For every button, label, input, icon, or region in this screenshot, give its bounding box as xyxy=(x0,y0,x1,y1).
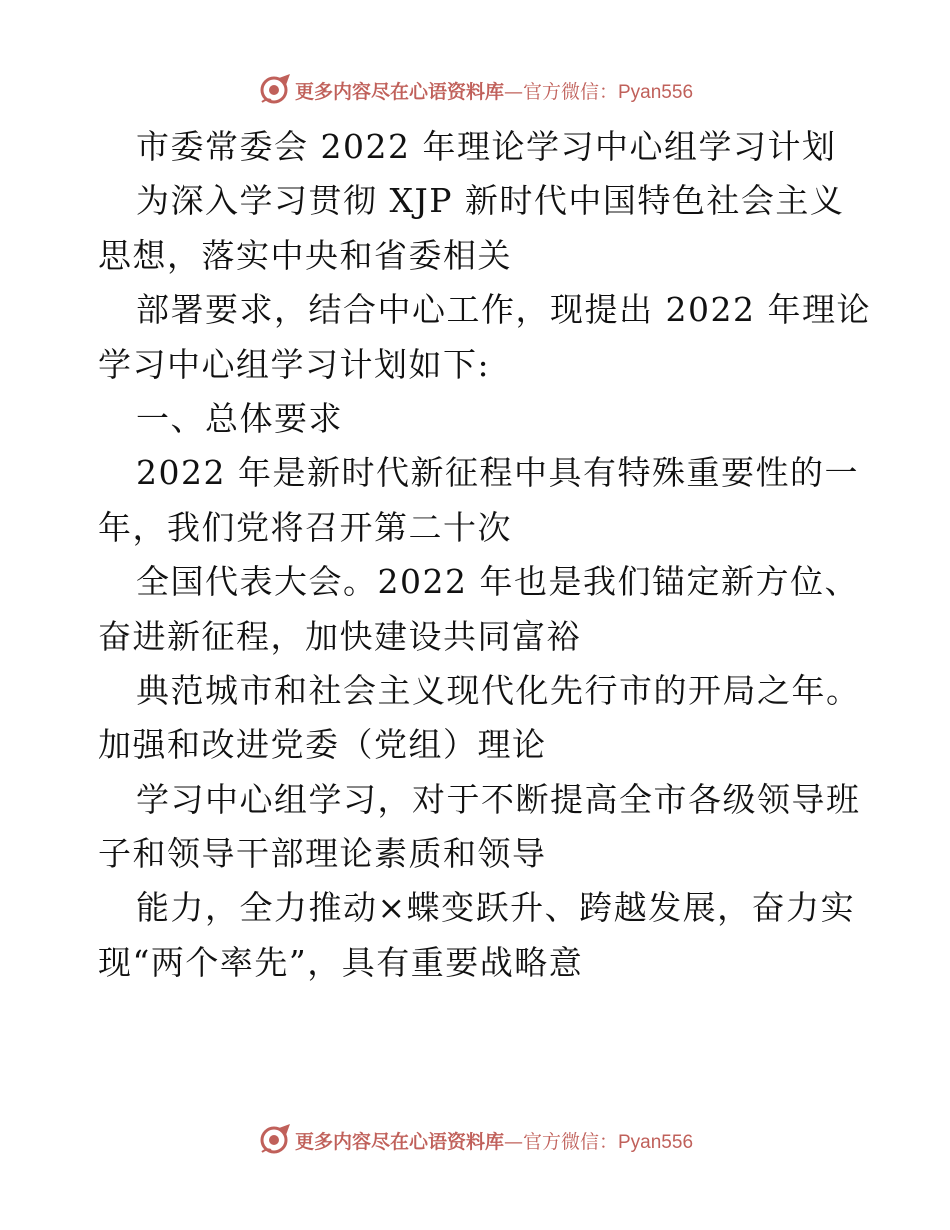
document-title: 市委常委会 2022 年理论学习中心组学习计划 xyxy=(136,127,837,166)
header-wechat-id: Pyan556 xyxy=(618,81,694,103)
section-heading: 一、总体要求 xyxy=(136,398,343,438)
paragraph-line: 学习中心组学习计划如下: xyxy=(98,344,491,384)
header-banner xyxy=(0,70,950,110)
footer-site-text: 更多内容尽在心语资料库 xyxy=(294,1130,504,1153)
paragraph-line: 2022 年是新时代新征程中具有特殊重要性的一 xyxy=(136,453,859,493)
footer-banner xyxy=(0,1120,950,1160)
footer-wechat-id: Pyan556 xyxy=(618,1131,694,1153)
pen-logo-icon xyxy=(257,1122,293,1158)
paragraph-line: 现“两个率先”，具有重要战略意 xyxy=(98,942,584,982)
paragraph-line: 全国代表大会。2022 年也是我们锚定新方位、 xyxy=(136,562,859,602)
paragraph-line: 学习中心组学习，对于不断提高全市各级领导班 xyxy=(136,779,861,819)
footer-wechat-label: 官方微信： xyxy=(522,1130,618,1153)
paragraph-line: 年，我们党将召开第二十次 xyxy=(98,507,512,547)
pen-logo-icon xyxy=(257,72,293,108)
paragraph-line: 奋进新征程，加快建设共同富裕 xyxy=(98,616,581,656)
paragraph-line: 部署要求，结合中心工作，现提出 2022 年理论 xyxy=(136,290,871,330)
paragraph-line: 加强和改进党委（党组）理论 xyxy=(98,725,547,765)
footer-separator: — xyxy=(503,1130,523,1153)
document-body xyxy=(98,120,871,990)
header-banner-text xyxy=(295,77,693,104)
paragraph-line: 思想，落实中央和省委相关 xyxy=(98,235,512,275)
paragraph-line: 为深入学习贯彻 XJP 新时代中国特色社会主义 xyxy=(136,181,845,221)
header-site-text: 更多内容尽在心语资料库 xyxy=(294,80,504,103)
footer-banner-text xyxy=(295,1127,693,1154)
paragraph-line: 能力，全力推动×蝶变跃升、跨越发展，奋力实 xyxy=(136,888,856,928)
paragraph-line: 子和领导干部理论素质和领导 xyxy=(98,834,547,874)
header-wechat-label: 官方微信： xyxy=(522,80,618,103)
header-separator: — xyxy=(503,80,523,103)
paragraph-line: 典范城市和社会主义现代化先行市的开局之年。 xyxy=(136,670,861,710)
